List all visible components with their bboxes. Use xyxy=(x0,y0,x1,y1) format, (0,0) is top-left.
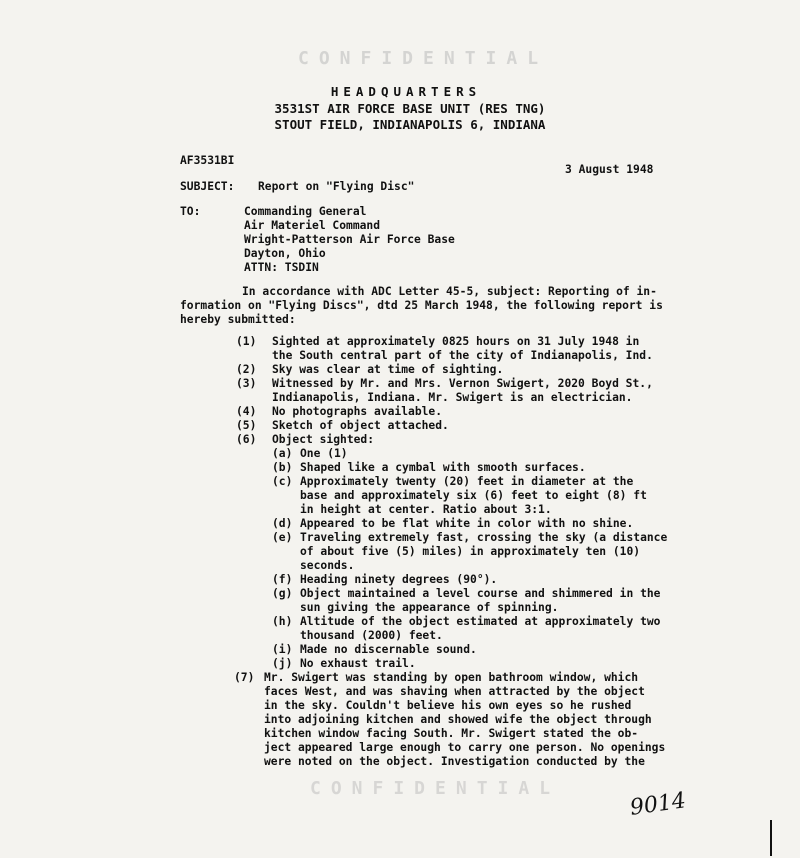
subitem-text: No exhaust trail. xyxy=(300,657,416,670)
address-line: Wright-Patterson Air Force Base xyxy=(244,233,455,246)
item-number: (1) xyxy=(236,335,257,348)
address-line: ATTN: TSDIN xyxy=(244,261,319,274)
subitem-letter: (h) xyxy=(272,615,293,628)
header-line-2: 3531ST AIR FORCE BASE UNIT (RES TNG) xyxy=(274,101,546,116)
subitem-letter: (d) xyxy=(272,517,293,530)
subject-label: SUBJECT: xyxy=(180,180,235,193)
item-text: faces West, and was shaving when attracted by the object xyxy=(264,685,645,698)
subitem-text: in height at center. Ratio about 3:1. xyxy=(300,503,552,516)
subitem-text: One (1) xyxy=(300,447,348,460)
reference-code: AF3531BI xyxy=(180,154,235,167)
address-line: Commanding General xyxy=(244,205,367,218)
header-line-1: HEADQUARTERS xyxy=(330,84,482,99)
handwritten-document-number: 9014 xyxy=(628,788,688,821)
subitem-text: Appeared to be flat white in color with no shine. xyxy=(300,517,634,530)
item-text: Witnessed by Mr. and Mrs. Vernon Swigert, 2020 Boyd St., xyxy=(272,377,653,390)
header-line-3: STOUT FIELD, INDIANAPOLIS 6, INDIANA xyxy=(274,117,546,132)
item-text: Sighted at approximately 0825 hours on 31 July 1948 in xyxy=(272,335,640,348)
classification-stamp-bottom: CONFIDENTIAL xyxy=(310,778,561,799)
item-text: Mr. Swigert was standing by open bathroom window, which xyxy=(264,671,639,684)
subitem-letter: (b) xyxy=(272,461,293,474)
item-text: Sky was clear at time of sighting. xyxy=(272,363,504,376)
item-text: into adjoining kitchen and showed wife the object through xyxy=(264,713,652,726)
item-text: in the sky. Couldn't believe his own eyes so he rushed xyxy=(264,699,632,712)
subitem-text: of about five (5) miles) in approximately ten (10) xyxy=(300,545,641,558)
item-text: the South central part of the city of Indianapolis, Ind. xyxy=(272,349,653,362)
subitem-text: Approximately twenty (20) feet in diameter at the xyxy=(300,475,634,488)
intro-line: hereby submitted: xyxy=(180,313,296,326)
item-text: kitchen window facing South. Mr. Swigert stated the ob- xyxy=(264,727,639,740)
item-text: No photographs available. xyxy=(272,405,443,418)
subitem-text: seconds. xyxy=(300,559,355,572)
item-number: (7) xyxy=(234,671,255,684)
subitem-letter: (j) xyxy=(272,657,293,670)
item-text: Indianapolis, Indiana. Mr. Swigert is an electrician. xyxy=(272,391,633,404)
subitem-letter: (i) xyxy=(272,643,293,656)
subitem-text: sun giving the appearance of spinning. xyxy=(300,601,559,614)
item-number: (4) xyxy=(236,405,257,418)
item-text: Object sighted: xyxy=(272,433,375,446)
intro-line: formation on "Flying Discs", dtd 25 March 1948, the following report is xyxy=(180,299,663,312)
subitem-text: Altitude of the object estimated at approximately two xyxy=(300,615,661,628)
address-line: Air Materiel Command xyxy=(244,219,381,232)
subitem-letter: (a) xyxy=(272,447,293,460)
subitem-text: Traveling extremely fast, crossing the sky (a distance xyxy=(300,531,668,544)
subitem-text: Shaped like a cymbal with smooth surfaces. xyxy=(300,461,586,474)
item-number: (3) xyxy=(236,377,257,390)
subitem-text: thousand (2000) feet. xyxy=(300,629,443,642)
subitem-text: base and approximately six (6) feet to eight (8) ft xyxy=(300,489,647,502)
letter-date: 3 August 1948 xyxy=(565,163,654,176)
subitem-letter: (e) xyxy=(272,531,293,544)
subitem-text: Heading ninety degrees (90°). xyxy=(300,573,498,586)
item-number: (5) xyxy=(236,419,257,432)
scan-edge-mark xyxy=(770,820,772,856)
subitem-letter: (f) xyxy=(272,573,293,586)
item-text: were noted on the object. Investigation conducted by the xyxy=(264,755,645,768)
item-text: Sketch of object attached. xyxy=(272,419,449,432)
item-text: ject appeared large enough to carry one person. No openings xyxy=(264,741,666,754)
address-line: Dayton, Ohio xyxy=(244,247,326,260)
subitem-letter: (g) xyxy=(272,587,293,600)
subitem-text: Made no discernable sound. xyxy=(300,643,477,656)
subject-value: Report on "Flying Disc" xyxy=(258,180,415,193)
subitem-text: Object maintained a level course and shimmered in the xyxy=(300,587,661,600)
item-number: (2) xyxy=(236,363,257,376)
intro-line: In accordance with ADC Letter 45-5, subject: Reporting of in- xyxy=(242,285,657,298)
item-number: (6) xyxy=(236,433,257,446)
classification-stamp-top: CONFIDENTIAL xyxy=(298,48,549,69)
subitem-letter: (c) xyxy=(272,475,293,488)
to-label: TO: xyxy=(180,205,201,218)
